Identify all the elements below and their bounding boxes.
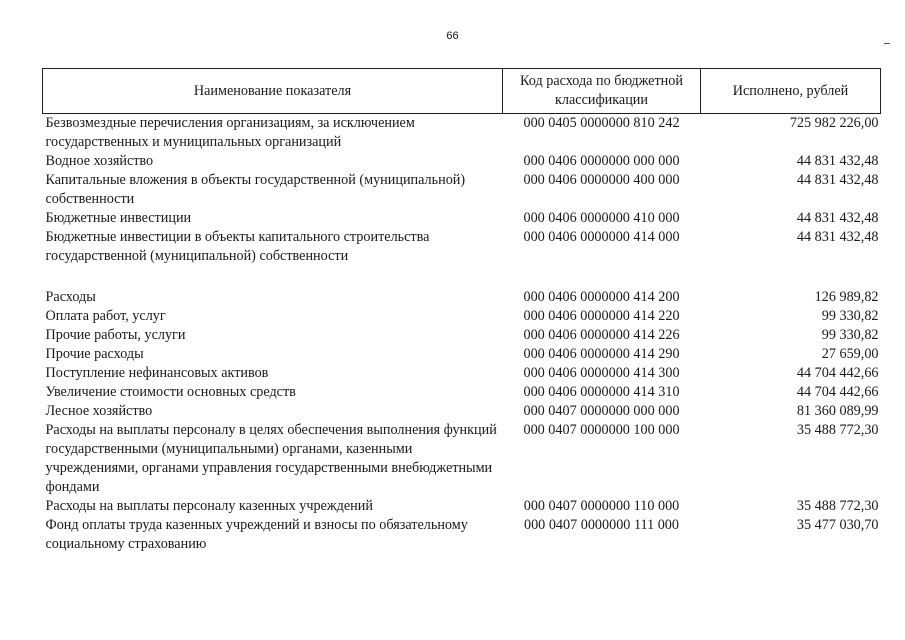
row-code: 000 0407 0000000 110 000 — [523, 498, 680, 514]
table-row — [43, 516, 881, 554]
table-row — [43, 114, 881, 153]
row-code: 000 0406 0000000 410 000 — [523, 210, 680, 226]
row-amount: 81 360 089,99 — [796, 403, 879, 419]
row-amount: 27 659,00 — [821, 346, 879, 362]
row-code: 000 0406 0000000 414 200 — [523, 289, 680, 305]
table-row — [43, 421, 881, 497]
row-code: 000 0406 0000000 414 226 — [523, 327, 680, 343]
row-amount: 35 488 772,30 — [796, 498, 879, 514]
table-row — [43, 497, 881, 516]
row-name: Прочие расходы — [45, 346, 144, 362]
table-row — [43, 383, 881, 402]
table-row — [43, 152, 881, 171]
row-amount: 44 704 442,66 — [796, 384, 879, 400]
row-amount: 35 488 772,30 — [796, 422, 879, 438]
row-amount: 99 330,82 — [821, 327, 879, 343]
budget-table — [42, 68, 881, 554]
row-name: Безвозмездные перечисления организациям, за исключением государственных и муниципальных организаций — [45, 115, 415, 150]
table-row — [43, 209, 881, 228]
row-code: 000 0407 0000000 100 000 — [523, 422, 680, 438]
row-name: Бюджетные инвестиции в объекты капитального строительства государственной (муниципальной) собственности — [45, 229, 430, 264]
row-code: 000 0406 0000000 414 300 — [523, 365, 680, 381]
row-code: 000 0406 0000000 414 290 — [523, 346, 680, 362]
row-code: 000 0407 0000000 111 000 — [523, 517, 679, 533]
row-amount: 99 330,82 — [821, 308, 879, 324]
row-amount: 44 831 432,48 — [796, 229, 879, 245]
row-amount: 44 831 432,48 — [796, 153, 879, 169]
table-row — [43, 228, 881, 266]
table-header-row — [43, 69, 881, 114]
row-amount: 44 831 432,48 — [796, 210, 879, 226]
table-row — [43, 402, 881, 421]
row-name: Расходы — [45, 289, 96, 305]
row-code: 000 0405 0000000 810 242 — [523, 115, 680, 131]
spacer-row — [43, 266, 881, 288]
table-row — [43, 345, 881, 364]
table-row — [43, 288, 881, 307]
row-name: Водное хозяйство — [45, 153, 154, 169]
header-amount: Исполнено, рублей — [701, 69, 881, 114]
row-name: Увеличение стоимости основных средств — [45, 384, 296, 400]
row-code: 000 0406 0000000 414 220 — [523, 308, 680, 324]
row-code: 000 0407 0000000 000 000 — [523, 403, 680, 419]
margin-mark — [884, 43, 890, 44]
header-name: Наименование показателя — [43, 69, 503, 114]
row-name: Оплата работ, услуг — [45, 308, 166, 324]
row-name: Лесное хозяйство — [45, 403, 153, 419]
row-code: 000 0406 0000000 414 310 — [523, 384, 680, 400]
row-name: Прочие работы, услуги — [45, 327, 186, 343]
row-amount: 725 982 226,00 — [789, 115, 879, 131]
row-amount: 44 704 442,66 — [796, 365, 879, 381]
table-row — [43, 364, 881, 383]
row-name: Расходы на выплаты персоналу казенных учреждений — [45, 498, 373, 514]
row-amount: 35 477 030,70 — [796, 517, 879, 533]
row-name: Фонд оплаты труда казенных учреждений и взносы по обязательному социальному страхованию — [45, 517, 468, 552]
row-code: 000 0406 0000000 000 000 — [523, 153, 680, 169]
table-row — [43, 307, 881, 326]
row-name: Поступление нефинансовых активов — [45, 365, 269, 381]
row-amount: 126 989,82 — [814, 289, 879, 305]
table-row — [43, 171, 881, 209]
row-name: Бюджетные инвестиции — [45, 210, 192, 226]
header-code: Код расхода по бюджетной классификации — [503, 69, 701, 114]
row-amount: 44 831 432,48 — [796, 172, 879, 188]
row-name: Капитальные вложения в объекты государственной (муниципальной) собственности — [45, 172, 466, 207]
row-code: 000 0406 0000000 400 000 — [523, 172, 680, 188]
page-number: 66 — [446, 30, 459, 42]
table-row — [43, 326, 881, 345]
row-code: 000 0406 0000000 414 000 — [523, 229, 680, 245]
row-name: Расходы на выплаты персоналу в целях обеспечения выполнения функций государственными (муниципальными) органами, казенными учреждениями, органами управления государственными внебюджетными фондами — [45, 422, 497, 495]
